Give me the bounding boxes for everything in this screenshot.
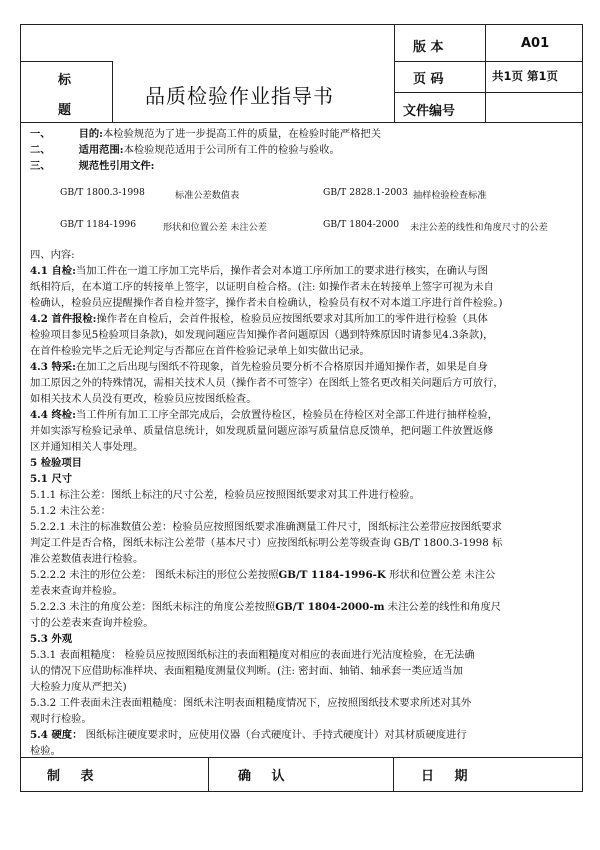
p44-line2: 并如实添写检验记录单、质量信息统计，如发现质量问题应添写质量信息反馈单，把问题工件放置返修 — [30, 425, 494, 437]
header-rule-1 — [394, 61, 583, 62]
page-label: 页 码 — [413, 72, 444, 87]
p41-heading: 4.1 自检: — [30, 265, 76, 277]
header-divider-right — [485, 24, 486, 122]
p5223-line1c: 未注公差的线性和角度尺 — [384, 601, 502, 613]
p43-line2: 加工原因之外的特殊情况，需相关技术人员（操作者不可签字）在图纸上签名更改相关问题后方可放行， — [30, 377, 504, 389]
p54-line1: 图纸标注硬度要求时，应使用仪器（台式硬度计、手持式硬度计）对其材质硬度进行 — [82, 729, 467, 741]
footer-divider-2 — [393, 757, 394, 792]
p5223-std: GB/T 1804-2000-m — [275, 601, 385, 613]
p511-text: 5.1.1 标注公差：图纸上标注的尺寸公差，检验员应按照图纸要求对其工件进行检验。 — [30, 489, 420, 501]
section-2-heading: 适用范围: — [78, 144, 124, 156]
section-2-text: 本检验规范适用于公司所有工件的检验与验收。 — [123, 144, 340, 156]
p531-line2: 认的情况下应借助标准样块、表面粗糙度测量仪判断。(注: 密封面、轴销、轴承套一类应适当加 — [30, 665, 463, 677]
std-3-code: GB/T 1184-1996 — [60, 219, 137, 230]
version-value: A01 — [521, 36, 550, 51]
section-4-heading: 四、内容: — [30, 249, 75, 261]
docno-label: 文件编号 — [403, 104, 456, 119]
std-4-name: 未注公差的线性和角度尺寸的公差 — [410, 222, 548, 233]
header-rule-3 — [394, 92, 583, 93]
header-divider-mid — [394, 24, 395, 122]
p5222-line1c: 形状和位置公差 未注公 — [385, 569, 496, 581]
p42-heading: 4.2 首件报检: — [30, 313, 97, 325]
page-value: 共1页 第1页 — [492, 69, 559, 83]
section-3-number: 三、 — [30, 160, 51, 172]
page-title: 品质检验作业指导书 — [145, 84, 334, 108]
p5222-line1a: 5.2.2.2 未注的形位公差： 图纸未标注的形位公差按照 — [30, 569, 279, 581]
section-3-heading: 规范性引用文件: — [78, 160, 155, 172]
footer-date: 日 期 — [421, 769, 476, 784]
section-1-heading: 目的: — [78, 128, 103, 140]
p5221-line3: 准公差数值表进行检验。 — [30, 553, 144, 565]
std-3-name: 形状和位置公差 未注公差 — [163, 222, 267, 233]
p531-line3: 大检验力度从严把关) — [30, 681, 127, 693]
section-5-heading: 5 检验项目 — [30, 457, 82, 469]
p5221-line2: 判定工件是否合格，图纸未标注公差带（基本尺寸）应按图纸标明公差等级查询 GB/T 1800.3-1998 标 — [30, 537, 503, 549]
p44-line3: 区并通知相关人事处理。 — [30, 441, 144, 453]
p41-line2: 纸相符后，在本道工序的转接单上签字，以证明自检合格。(注: 如操作者未在转接单上签字可视为未自 — [30, 281, 494, 293]
std-1-code: GB/T 1800.3-1998 — [60, 187, 145, 198]
content-body — [30, 247, 578, 759]
section-51-heading: 5.1 尺寸 — [30, 473, 73, 485]
p42-line1: 操作者在自检后，会首件报检，检验员应按图纸要求对其所加工的零件进行检验（具体 — [96, 313, 488, 325]
p41-line3: 检确认，检验员应提醒操作者自检并签字，操作者未自检确认，检验员有权不对本道工序进行首件检验。) — [30, 297, 503, 309]
p43-line1: 在加工之后出现与图纸不符现象，首先检验员要分析不合格原因并通知操作者，如果是自身 — [75, 361, 488, 373]
header-rule-2 — [20, 61, 112, 62]
section-1-number: 一、 — [30, 128, 51, 140]
title-label-bottom: 题 — [58, 103, 72, 118]
p5223-line1a: 5.2.2.3 未注的角度公差：图纸未标注的角度公差按照 — [30, 601, 276, 613]
section-1-text: 本检验规范为了进一步提高工件的质量，在检验时能严格把关 — [103, 128, 382, 140]
footer-divider-1 — [208, 757, 209, 792]
p532-line2: 观时行检验。 — [30, 713, 92, 725]
p5222-line2: 差表来查询并检验。 — [30, 585, 123, 597]
p44-heading: 4.4 终检: — [30, 409, 76, 421]
p531-line1: 5.3.1 表面粗糙度： 检验员应按照图纸标注的表面粗糙度对相应的表面进行光洁度检验，在无法确 — [30, 649, 475, 661]
section-purpose — [30, 126, 578, 174]
std-2-code: GB/T 2828.1-2003 — [323, 187, 408, 198]
p5221-line1: 5.2.2.1 未注的标准数值公差：检验员应按照图纸要求准确测量工件尺寸，图纸标注公差带应按图纸要求 — [30, 521, 502, 533]
p512-text: 5.1.2 未注公差： — [30, 505, 111, 517]
p54-heading: 5.4 硬度： — [30, 729, 83, 741]
section-53-heading: 5.3 外观 — [30, 633, 73, 645]
header-divider-left — [112, 61, 113, 122]
std-4-code: GB/T 1804-2000 — [323, 219, 400, 230]
header-bottom-rule — [20, 122, 583, 123]
p43-heading: 4.3 特采: — [30, 361, 76, 373]
p5223-line2: 寸的公差表来查询并检验。 — [30, 617, 154, 629]
p532-line1: 5.3.2 工件表面未注表面粗糙度：图纸未注明表面粗糙度情况下，应按照图纸技术要求所述对其外 — [30, 697, 472, 709]
p42-line3: 在首件检验完毕之后无论判定与否都应在首件检验记录单上如实做出记录。 — [30, 345, 370, 357]
std-2-name: 抽样检验检查标准 — [413, 190, 487, 201]
p54-line2: 检验。 — [30, 745, 61, 757]
footer-made-by: 制 表 — [47, 769, 102, 784]
p42-line2: 检验项目参见5检验项目条款)，如发现问题应告知操作者问题原因（遇到特殊原因时请参见4.3条款)， — [30, 329, 494, 341]
std-1-name: 标准公差数值表 — [175, 190, 240, 201]
footer-top-rule — [20, 757, 583, 758]
p5222-std: GB/T 1184-1996-K — [278, 569, 386, 581]
p44-line1: 当工件所有加工工序全部完成后，会放置待检区，检验员在待检区对全部工件进行抽样检验， — [75, 409, 499, 421]
title-label-top: 标 — [58, 73, 72, 88]
section-2-number: 二、 — [30, 144, 51, 156]
footer-confirm: 确 认 — [238, 769, 293, 784]
version-label: 版 本 — [413, 40, 444, 55]
p41-line1: 当加工件在一道工序加工完毕后，操作者会对本道工序所加工的要求进行核实，在确认与图 — [75, 265, 488, 277]
p43-line3: 如相关技术人员没有更改，检验员应按图纸检查。 — [30, 393, 257, 405]
